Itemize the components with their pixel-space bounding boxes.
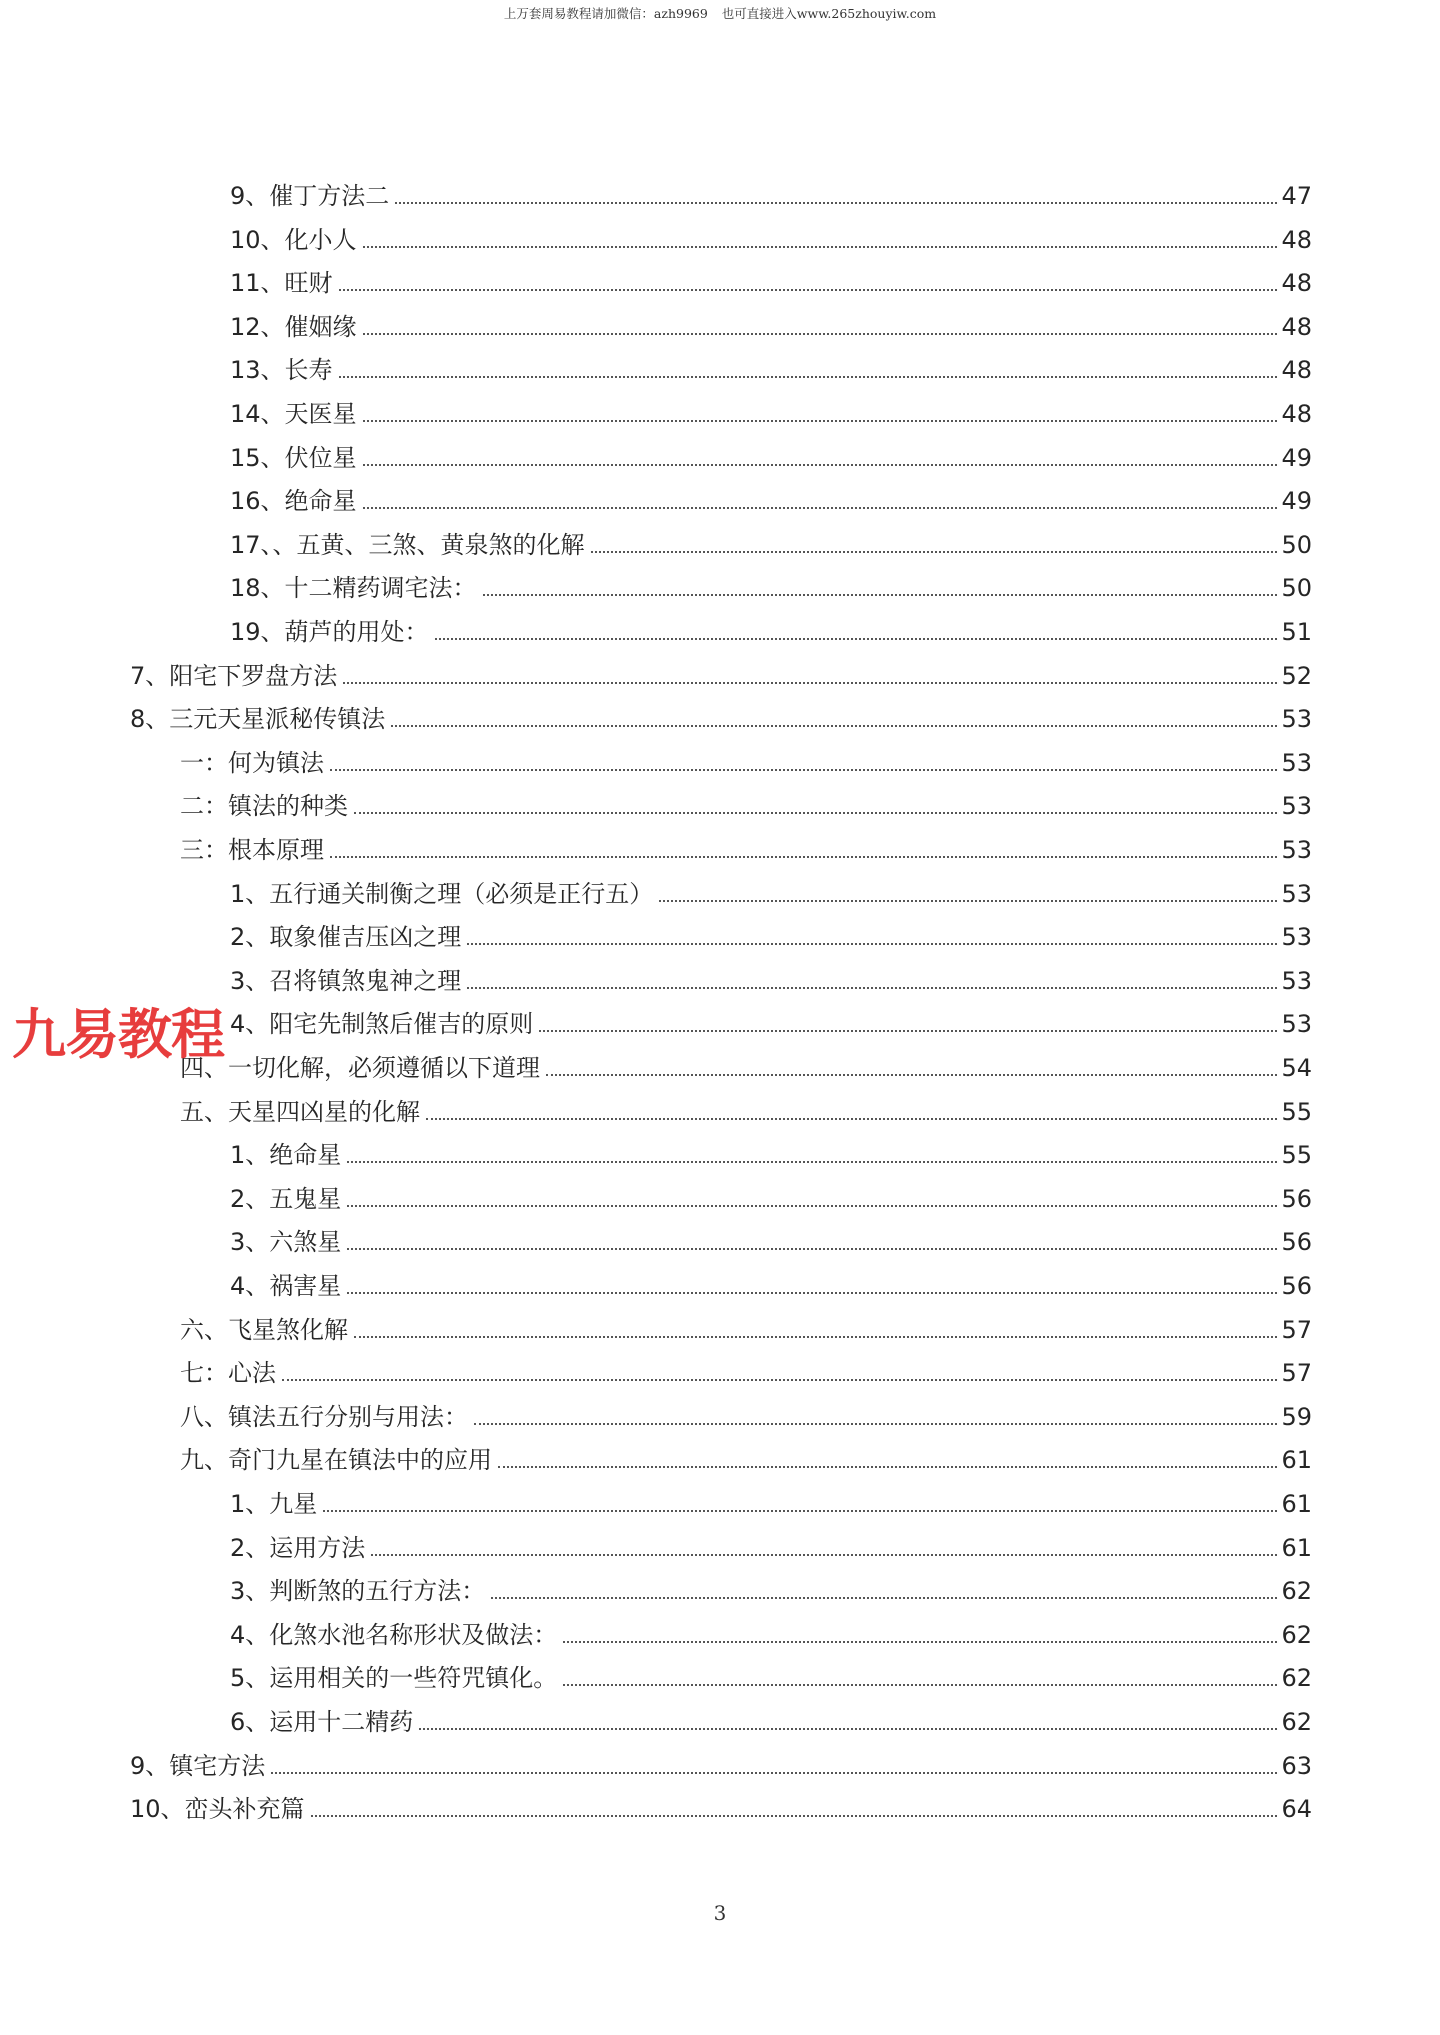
toc-entry-title: 3、六煞星 [230,1228,342,1257]
toc-dot-leader [339,288,1278,291]
toc-entry-title: 13、长寿 [230,356,333,385]
toc-entry-title: 七：心法 [180,1359,276,1388]
toc-dot-leader [391,724,1277,727]
toc-entry-page: 63 [1281,1751,1312,1780]
toc-entry-page: 53 [1281,748,1312,777]
toc-entry[interactable] [180,1396,1312,1432]
toc-entry-title: 六、飞星煞化解 [180,1315,348,1344]
toc-dot-leader [347,1291,1277,1294]
toc-entry[interactable] [230,175,1312,211]
toc-entry-title: 2、运用方法 [230,1533,366,1562]
toc-entry-title: 四、一切化解，必须遵循以下道理 [180,1054,540,1082]
toc-dot-leader [354,811,1277,814]
toc-entry[interactable] [180,742,1312,778]
toc-dot-leader [363,245,1278,248]
toc-entry-title: 1、九星 [230,1490,318,1518]
toc-dot-leader [563,1640,1277,1643]
toc-dot-leader [474,1422,1277,1425]
toc-entry-page: 47 [1281,182,1312,210]
toc-entry[interactable] [180,1091,1312,1127]
toc-entry-page: 48 [1281,400,1312,428]
toc-entry-title: 19、葫芦的用处： [230,618,429,646]
toc-entry[interactable] [230,916,1312,952]
toc-entry-page: 59 [1281,1402,1312,1431]
toc-dot-leader [395,201,1277,204]
toc-entry[interactable] [230,611,1312,647]
toc-entry-title: 一：何为镇法 [180,748,324,777]
toc-entry-page: 56 [1281,1184,1312,1213]
toc-entry-page: 62 [1281,1620,1312,1649]
toc-entry-page: 53 [1281,923,1312,952]
toc-entry-page: 56 [1281,1228,1312,1257]
toc-entry[interactable] [230,524,1312,560]
toc-entry-title: 10、峦头补充篇 [130,1795,305,1824]
toc-entry[interactable] [230,1003,1312,1039]
toc-entry-page: 53 [1281,879,1312,908]
toc-dot-leader [546,1073,1277,1076]
toc-dot-leader [363,332,1278,335]
toc-dot-leader [419,1727,1277,1730]
toc-entry[interactable] [230,219,1312,255]
page-header [0,4,1440,22]
toc-dot-leader [282,1378,1277,1381]
toc-entry-page: 61 [1281,1533,1312,1562]
toc-entry-page: 62 [1281,1577,1312,1606]
toc-dot-leader [363,463,1278,466]
toc-entry[interactable] [130,655,1312,691]
toc-entry-page: 62 [1281,1708,1312,1736]
toc-dot-leader [426,1117,1277,1120]
toc-entry-page: 49 [1281,487,1312,516]
toc-entry[interactable] [230,873,1312,909]
toc-entry[interactable] [230,262,1312,298]
toc-dot-leader [591,550,1278,553]
toc-entry[interactable] [230,1221,1312,1257]
toc-dot-leader [330,768,1277,771]
toc-entry-page: 54 [1281,1054,1312,1082]
toc-entry-title: 3、召将镇煞鬼神之理 [230,966,462,995]
toc-entry-page: 53 [1281,836,1312,864]
toc-entry-page: 51 [1281,618,1312,646]
toc-dot-leader [498,1465,1277,1468]
toc-entry-title: 18、十二精药调宅法： [230,574,477,603]
toc-entry-page: 61 [1281,1446,1312,1475]
toc-entry-page: 64 [1281,1795,1312,1824]
toc-entry[interactable] [130,1745,1312,1781]
toc-entry-page: 50 [1281,574,1312,603]
toc-entry-title: 9、镇宅方法 [130,1751,266,1780]
toc-dot-leader [323,1509,1277,1512]
toc-dot-leader [354,1335,1277,1338]
toc-entry-page: 48 [1281,312,1312,341]
toc-entry[interactable] [230,306,1312,342]
toc-entry-title: 10、化小人 [230,225,357,254]
toc-entry-title: 11、旺财 [230,269,333,298]
toc-entry[interactable] [230,567,1312,603]
toc-entry[interactable] [230,1570,1312,1606]
toc-entry-title: 4、祸害星 [230,1272,342,1300]
toc-entry[interactable] [180,829,1312,865]
toc-entry[interactable] [180,1352,1312,1388]
toc-entry-page: 48 [1281,269,1312,298]
toc-dot-leader [467,942,1277,945]
toc-entry-title: 7、阳宅下罗盘方法 [130,661,338,690]
toc-dot-leader [363,419,1278,422]
toc-entry-page: 48 [1281,225,1312,254]
toc-entry-title: 三：根本原理 [180,836,324,864]
toc-dot-leader [271,1771,1277,1774]
header-website-text: 也可直接进入www.265zhouyiw.com [721,6,937,21]
toc-dot-leader [363,506,1278,509]
toc-entry-title: 16、绝命星 [230,487,357,516]
toc-dot-leader [339,375,1278,378]
toc-entry[interactable] [230,1265,1312,1301]
toc-entry-title: 5、运用相关的一些符咒镇化。 [230,1664,558,1693]
toc-entry-page: 53 [1281,792,1312,821]
toc-entry[interactable] [130,698,1312,734]
toc-entry-title: 3、判断煞的五行方法： [230,1577,486,1606]
page-number: 3 [713,1901,727,1925]
toc-entry-page: 53 [1281,1010,1312,1039]
toc-entry[interactable] [230,393,1312,429]
toc-entry[interactable] [230,1178,1312,1214]
toc-entry-page: 49 [1281,443,1312,472]
toc-entry-title: 1、五行通关制衡之理（必须是正行五） [230,879,654,908]
toc-dot-leader [539,1029,1277,1032]
toc-dot-leader [483,593,1278,596]
toc-dot-leader [330,855,1277,858]
toc-dot-leader [467,986,1277,989]
toc-entry-title: 14、天医星 [230,400,357,428]
toc-entry-title: 9、催丁方法二 [230,182,390,210]
toc-entry[interactable] [230,349,1312,385]
toc-entry-page: 50 [1281,530,1312,559]
toc-entry-title: 八、镇法五行分别与用法： [180,1402,468,1431]
watermark-logo: 九易教程 [12,1003,224,1066]
toc-entry-title: 8、三元天星派秘传镇法 [130,705,386,734]
toc-entry-title: 12、催姻缘 [230,312,357,341]
toc-entry[interactable] [230,1657,1312,1693]
toc-entry[interactable] [230,960,1312,996]
toc-entry[interactable] [180,1309,1312,1345]
toc-entry-title: 1、绝命星 [230,1141,342,1170]
toc-entry-page: 48 [1281,356,1312,385]
toc-dot-leader [435,637,1278,640]
toc-entry[interactable] [230,1614,1312,1650]
toc-entry[interactable] [230,1134,1312,1170]
toc-dot-leader [311,1814,1278,1817]
toc-entry-page: 53 [1281,966,1312,995]
toc-entry-title: 17、、五黄、三煞、黄泉煞的化解 [230,530,585,559]
toc-entry-page: 52 [1281,661,1312,690]
toc-entry-page: 62 [1281,1664,1312,1693]
header-wechat-text: 上万套周易教程请加微信：azh9969 [503,6,708,21]
toc-entry-title: 2、取象催吉压凶之理 [230,923,462,952]
toc-entry[interactable] [230,437,1312,473]
toc-entry-page: 57 [1281,1315,1312,1344]
toc-entry[interactable] [230,1527,1312,1563]
toc-entry[interactable] [180,1047,1312,1083]
toc-entry-page: 56 [1281,1272,1312,1300]
toc-entry-title: 6、运用十二精药 [230,1708,414,1736]
toc-dot-leader [491,1596,1277,1599]
toc-dot-leader [563,1683,1277,1686]
toc-dot-leader [343,681,1277,684]
toc-entry-title: 15、伏位星 [230,443,357,472]
toc-dot-leader [347,1160,1277,1163]
toc-entry[interactable] [230,1483,1312,1519]
toc-entry-page: 53 [1281,705,1312,734]
toc-entry-page: 55 [1281,1141,1312,1170]
toc-entry[interactable] [180,1439,1312,1475]
toc-entry[interactable] [130,1788,1312,1824]
toc-entry-title: 二：镇法的种类 [180,792,348,821]
toc-entry-page: 57 [1281,1359,1312,1388]
toc-dot-leader [371,1553,1277,1556]
toc-dot-leader [659,899,1277,902]
toc-entry-page: 55 [1281,1097,1312,1126]
toc-dot-leader [347,1204,1277,1207]
toc-entry-title: 五、天星四凶星的化解 [180,1097,420,1126]
toc-entry-title: 4、化煞水池名称形状及做法： [230,1620,558,1649]
toc-entry-title: 4、阳宅先制煞后催吉的原则 [230,1010,534,1039]
toc-entry[interactable] [230,480,1312,516]
toc-entry[interactable] [180,785,1312,821]
toc-entry-page: 61 [1281,1490,1312,1518]
toc-entry-title: 九、奇门九星在镇法中的应用 [180,1446,492,1475]
toc-dot-leader [347,1247,1277,1250]
toc-entry-title: 2、五鬼星 [230,1184,342,1213]
toc-entry[interactable] [230,1701,1312,1737]
